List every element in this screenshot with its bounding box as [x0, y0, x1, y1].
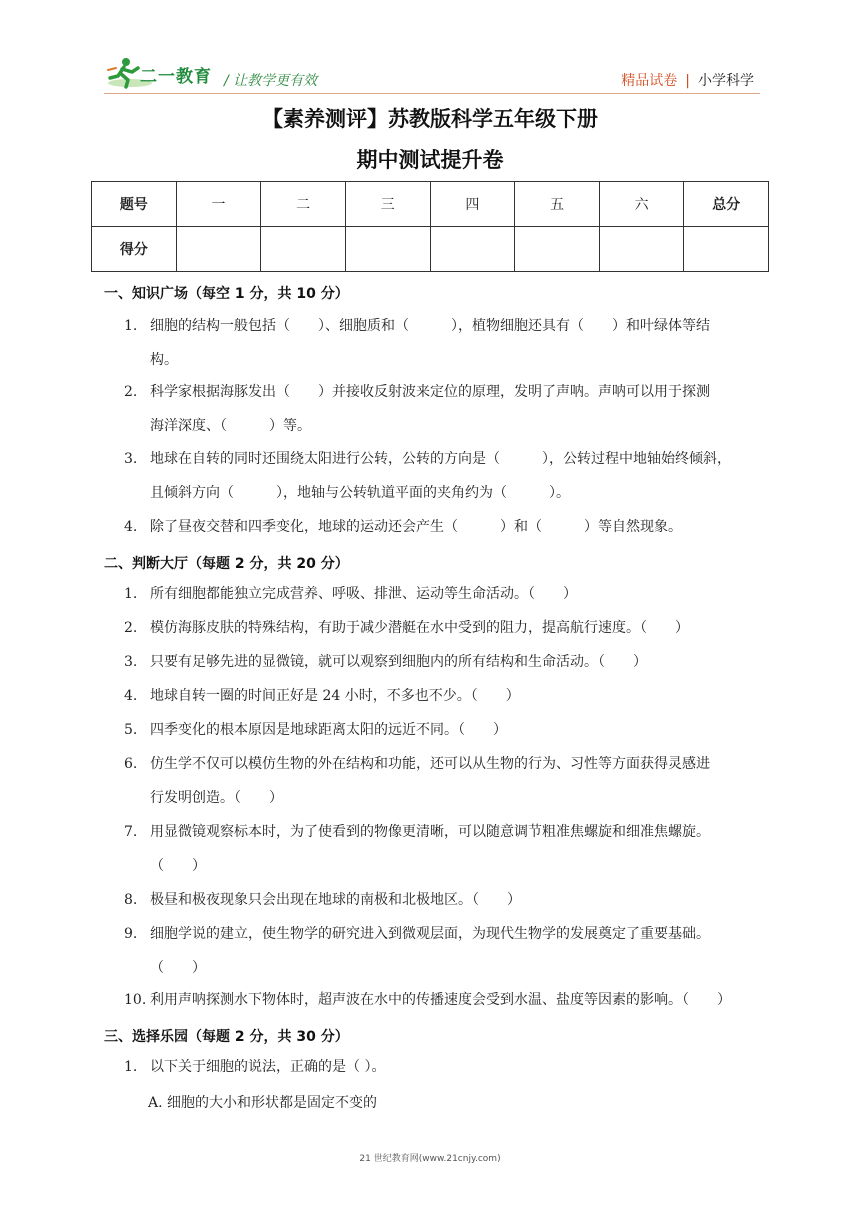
- question-item: [124, 309, 764, 377]
- score-cell[interactable]: [261, 227, 346, 272]
- tag-subject: 小学科学: [698, 73, 754, 89]
- question-number: 1.: [124, 586, 138, 602]
- question-text: 地球在自转的同时还围绕太阳进行公转，公转的方向是（ ），公转过程中地轴始终倾斜，: [150, 451, 731, 467]
- question-text: 四季变化的根本原因是地球距离太阳的远近不同。（ ）: [150, 722, 507, 738]
- question-item: [124, 1050, 764, 1084]
- question-number: 2.: [124, 620, 138, 636]
- question-text-continued: （ ）: [150, 960, 206, 976]
- question-text: 地球自转一圈的时间正好是 24 小时，不多也不少。（ ）: [150, 688, 520, 704]
- question-item: [124, 883, 764, 917]
- question-text: 以下关于细胞的说法，正确的是（ ）。: [150, 1059, 386, 1075]
- score-cell[interactable]: [345, 227, 430, 272]
- question-text: 利用声呐探测水下物体时，超声波在水中的传播速度会受到水温、盐度等因素的影响。（ ）: [150, 992, 731, 1008]
- question-text: 细胞的结构一般包括（ ）、细胞质和（ ），植物细胞还具有（ ）和叶绿体等结: [150, 318, 710, 334]
- question-text: 仿生学不仅可以模仿生物的外在结构和功能，还可以从生物的行为、习性等方面获得灵感进: [150, 756, 710, 772]
- header-cell: 六: [599, 182, 684, 227]
- question-number: 3.: [124, 654, 138, 670]
- score-cell[interactable]: [515, 227, 600, 272]
- question-number: 4.: [124, 688, 138, 704]
- exam-title: 【素养测评】苏教版科学五年级下册: [262, 107, 598, 131]
- score-table-score-row: [92, 227, 769, 272]
- question-text: 模仿海豚皮肤的特殊结构，有助于减少潜艇在水中受到的阻力，提高航行速度。（ ）: [150, 620, 689, 636]
- question-number: 7.: [124, 824, 138, 840]
- question-number: 10.: [124, 992, 147, 1008]
- score-cell[interactable]: [176, 227, 261, 272]
- section-title: 三、选择乐园（每题 2 分，共 30 分）: [104, 1029, 349, 1045]
- logo-text: 二一教育: [140, 67, 212, 87]
- question-text: 细胞学说的建立，使生物学的研究进入到微观层面，为现代生物学的发展奠定了重要基础。: [150, 926, 710, 942]
- header-cell: 五: [515, 182, 600, 227]
- page-header: [104, 56, 760, 92]
- question-text-continued: 海洋深度、（ ）等。: [150, 418, 311, 434]
- header-divider: [104, 93, 760, 94]
- tag-separator: |: [685, 73, 690, 89]
- question-item: [124, 510, 764, 544]
- question-text-continued: 行发明创造。（ ）: [150, 790, 283, 806]
- question-number: 1.: [124, 318, 138, 334]
- header-tag: [621, 70, 754, 90]
- score-table-header-row: [92, 182, 769, 227]
- question-number: 3.: [124, 451, 138, 467]
- question-number: 6.: [124, 756, 138, 772]
- question-text: 除了昼夜交替和四季变化，地球的运动还会产生（ ）和（ ）等自然现象。: [150, 519, 682, 535]
- question-text: 用显微镜观察标本时，为了使看到的物像更清晰，可以随意调节粗准焦螺旋和细准焦螺旋。: [150, 824, 710, 840]
- header-cell: 题号: [92, 182, 177, 227]
- exam-subtitle: 期中测试提升卷: [356, 148, 504, 172]
- header-cell: 三: [345, 182, 430, 227]
- header-cell: 总分: [684, 182, 769, 227]
- page-footer: 21 世纪教育网(www.21cnjy.com): [359, 1154, 501, 1164]
- question-number: 4.: [124, 519, 138, 535]
- question-text: 科学家根据海豚发出（ ）并接收反射波来定位的原理，发明了声呐。声呐可以用于探测: [150, 384, 710, 400]
- question-number: 5.: [124, 722, 138, 738]
- section-title: 二、判断大厅（每题 2 分，共 20 分）: [104, 556, 349, 572]
- header-cell: 四: [430, 182, 515, 227]
- question-number: 1.: [124, 1059, 138, 1075]
- header-cell: 一: [176, 182, 261, 227]
- question-text-continued: 构。: [150, 352, 178, 368]
- question-item: [124, 645, 764, 679]
- question-text: 所有细胞都能独立完成营养、呼吸、排泄、运动等生命活动。（ ）: [150, 586, 577, 602]
- question-number: 8.: [124, 892, 138, 908]
- score-cell[interactable]: [430, 227, 515, 272]
- question-number: 2.: [124, 384, 138, 400]
- score-table: [91, 181, 769, 272]
- question-number: 9.: [124, 926, 138, 942]
- question-item: [124, 747, 764, 815]
- score-cell[interactable]: [684, 227, 769, 272]
- option-a: A. 细胞的大小和形状都是固定不变的: [148, 1095, 378, 1111]
- question-item: [124, 917, 764, 985]
- score-cell[interactable]: [599, 227, 684, 272]
- question-item: [124, 713, 764, 747]
- question-text: 极昼和极夜现象只会出现在地球的南极和北极地区。（ ）: [150, 892, 521, 908]
- row-label-cell: 得分: [92, 227, 177, 272]
- question-item: [124, 815, 764, 883]
- slogan: / 让教学更有效: [224, 73, 318, 89]
- header-cell: 二: [261, 182, 346, 227]
- question-text-continued: （ ）: [150, 858, 206, 874]
- question-item: [124, 983, 774, 1017]
- question-item: [124, 611, 764, 645]
- question-item: [124, 577, 764, 611]
- question-text: 只要有足够先进的显微镜，就可以观察到细胞内的所有结构和生命活动。（ ）: [150, 654, 647, 670]
- section-title: 一、知识广场（每空 1 分，共 10 分）: [104, 286, 349, 302]
- question-item: [124, 442, 764, 510]
- question-text-continued: 且倾斜方向（ ），地轴与公转轨道平面的夹角约为（ ）。: [150, 485, 570, 501]
- question-item: [124, 679, 764, 713]
- question-item: [124, 375, 764, 443]
- tag-quality: 精品试卷: [621, 73, 678, 89]
